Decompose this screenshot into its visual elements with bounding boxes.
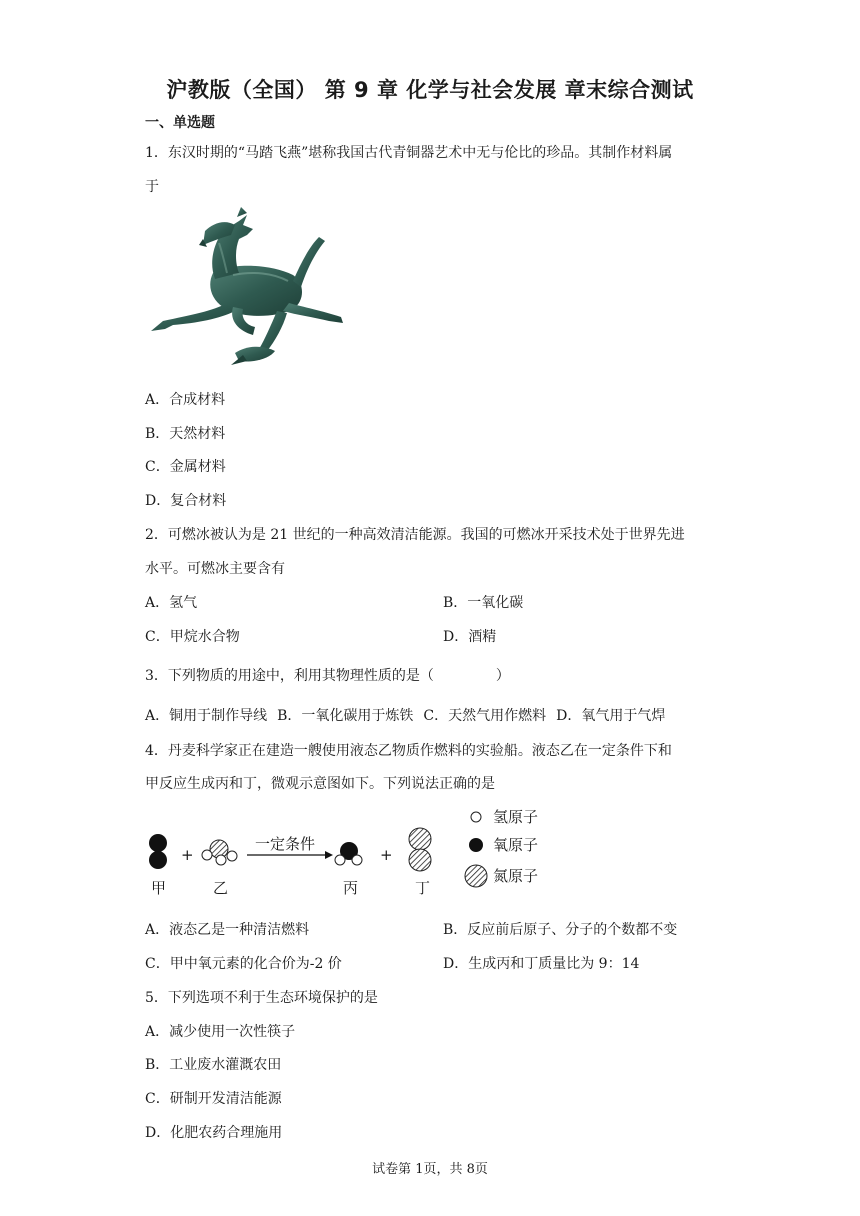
q4-option-c[interactable]: C．甲中氧元素的化合价为-2 价 — [145, 956, 342, 972]
diagram-legend — [465, 808, 538, 887]
label-jia: 甲 — [151, 879, 167, 897]
q2-option-b[interactable]: B．一氧化碳 — [443, 595, 524, 611]
q4-option-a[interactable]: A．液态乙是一种清洁燃料 — [145, 922, 310, 938]
page-title: 沪教版（全国） 第 9 章 化学与社会发展 章末综合测试 — [166, 78, 694, 102]
q3-option-c[interactable]: C．天然气用作燃料 — [423, 708, 547, 724]
q3-option-a[interactable]: A．铜用于制作导线 — [145, 708, 268, 724]
label-bing: 丙 — [343, 879, 359, 897]
molecule-bing — [335, 842, 362, 865]
question-1-text-cont: 于 — [145, 179, 159, 195]
question-3-stem: 3．下列物质的用途中，利用其物理性质的是（ — [145, 668, 434, 684]
q4-option-b[interactable]: B．反应前后原子、分子的个数都不变 — [443, 922, 678, 938]
q3-option-b[interactable]: B．一氧化碳用于炼铁 — [277, 708, 414, 724]
question-1-text: 1．东汉时期的“马踏飞燕”堪称我国古代青铜器艺术中无与伦比的珍品。其制作材料属 — [145, 145, 673, 161]
q1-option-d[interactable]: D．复合材料 — [145, 493, 227, 509]
reaction-condition: 一定条件 — [255, 835, 316, 853]
q1-option-c[interactable]: C．金属材料 — [145, 459, 226, 475]
question-3-text — [145, 665, 510, 685]
q5-option-b[interactable]: B．工业废水灌溉农田 — [145, 1057, 282, 1073]
question-3-close-paren: ） — [495, 668, 510, 684]
legend-nitrogen: 氮原子 — [493, 867, 539, 885]
q2-option-c[interactable]: C．甲烷水合物 — [145, 629, 240, 645]
molecule-ding — [409, 828, 431, 871]
q5-option-c[interactable]: C．研制开发清洁能源 — [145, 1091, 282, 1107]
question-2-text: 2．可燃冰被认为是 21 世纪的一种高效清洁能源。我国的可燃冰开采技术处于世界先进 — [145, 527, 685, 543]
q3-options-row — [145, 705, 665, 725]
question-5-text: 5．下列选项不利于生态环境保护的是 — [145, 990, 378, 1006]
label-ding: 丁 — [415, 879, 431, 897]
question-2-text-cont: 水平。可燃冰主要含有 — [145, 561, 285, 577]
question-4-text-cont: 甲反应生成丙和丁，微观示意图如下。下列说法正确的是 — [145, 776, 495, 792]
plus-sign-1: + — [181, 846, 194, 864]
q2-option-a[interactable]: A．氢气 — [145, 595, 198, 611]
q4-option-d[interactable]: D．生成丙和丁质量比为 9：14 — [443, 956, 640, 972]
plus-sign-2: + — [380, 846, 393, 864]
label-yi: 乙 — [213, 879, 229, 897]
q1-option-b[interactable]: B．天然材料 — [145, 426, 226, 442]
section-heading: 一、单选题 — [145, 115, 215, 131]
legend-oxygen: 氧原子 — [493, 836, 539, 854]
q2-option-d[interactable]: D．酒精 — [443, 629, 497, 645]
legend-hydrogen: 氢原子 — [493, 808, 539, 826]
q5-option-a[interactable]: A．减少使用一次性筷子 — [145, 1024, 296, 1040]
q3-option-d[interactable]: D．氧气用于气焊 — [556, 708, 666, 724]
molecule-jia — [149, 834, 167, 869]
question-4-text: 4．丹麦科学家正在建造一艘使用液态乙物质作燃料的实验船。液态乙在一定条件下和 — [145, 743, 672, 759]
page-footer: 试卷第 1页，共 8页 — [372, 1162, 488, 1177]
q1-option-a[interactable]: A．合成材料 — [145, 392, 226, 408]
reaction-micro-diagram — [143, 803, 583, 903]
q5-option-d[interactable]: D．化肥农药合理施用 — [145, 1125, 283, 1141]
bronze-horse-image — [143, 203, 348, 373]
molecule-yi — [202, 840, 237, 865]
reaction-arrow — [247, 835, 333, 859]
